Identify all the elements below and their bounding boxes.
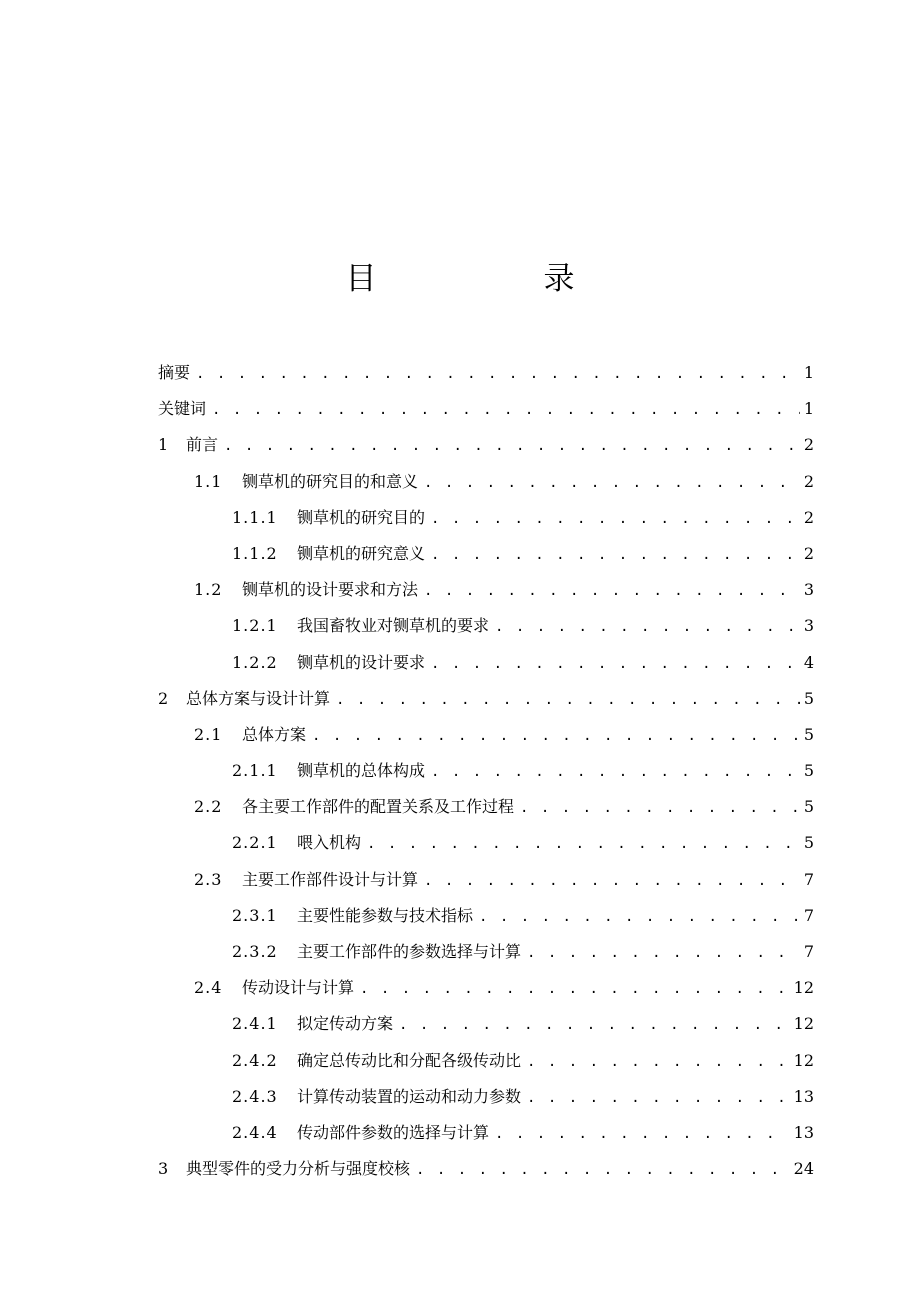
toc-entry-number: 1 xyxy=(158,435,170,455)
toc-dot-leader xyxy=(360,971,790,1007)
toc-entry-title: 铡草机的总体构成 xyxy=(297,761,426,781)
toc-dot-leader xyxy=(224,428,800,464)
toc-entry-title: 摘要 xyxy=(158,363,191,382)
toc-entry-number: 2.1 xyxy=(194,724,223,744)
toc-dot-leader xyxy=(479,899,800,935)
toc-dot-leader xyxy=(424,573,800,609)
toc-entry-title: 传动设计与计算 xyxy=(242,978,355,998)
toc-dot-leader xyxy=(495,609,800,645)
toc-dot-leader xyxy=(336,682,800,718)
toc-entry-number: 1.2 xyxy=(194,580,223,600)
toc-entry[interactable] xyxy=(158,934,814,970)
toc-entry-page-number: 12 xyxy=(793,978,814,998)
toc-entry[interactable] xyxy=(158,464,814,500)
toc-entry-page-number: 12 xyxy=(793,1014,814,1034)
toc-entry-title: 铡草机的设计要求和方法 xyxy=(242,580,419,600)
toc-entry[interactable] xyxy=(158,1115,814,1151)
toc-entry-page-number: 24 xyxy=(793,1159,814,1179)
toc-entry-page-number: 3 xyxy=(803,616,814,636)
toc-entry-title: 确定总传动比和分配各级传动比 xyxy=(297,1050,522,1070)
toc-entry[interactable] xyxy=(158,645,814,681)
toc-entry-title: 传动部件参数的选择与计算 xyxy=(297,1122,490,1142)
toc-entry-title: 喂入机构 xyxy=(297,833,362,853)
toc-dot-leader xyxy=(431,537,800,573)
toc-entry-number: 2.2.1 xyxy=(232,833,278,853)
page-title: 目 录 xyxy=(345,260,643,297)
toc-entry-page-number: 2 xyxy=(803,435,814,455)
toc-entry-number: 2.4.1 xyxy=(232,1014,278,1034)
toc-entry[interactable] xyxy=(158,862,814,898)
toc-dot-leader xyxy=(212,392,800,428)
toc-entry-title: 各主要工作部件的配置关系及工作过程 xyxy=(242,797,515,817)
toc-entry[interactable] xyxy=(158,1006,814,1042)
toc-entry-number: 1.1.1 xyxy=(232,507,278,527)
toc-entry[interactable] xyxy=(158,825,814,861)
toc-entry-page-number: 13 xyxy=(793,1086,814,1106)
toc-entry-number: 2.3.1 xyxy=(232,905,278,925)
toc-entry[interactable] xyxy=(158,717,814,753)
toc-entry[interactable] xyxy=(158,970,814,1006)
toc-entry-page-number: 7 xyxy=(803,869,814,889)
toc-entry-title: 总体方案与设计计算 xyxy=(186,688,331,708)
toc-entry[interactable] xyxy=(158,1151,814,1187)
toc-dot-leader xyxy=(520,790,800,826)
toc-entry[interactable] xyxy=(158,427,814,463)
toc-entry[interactable] xyxy=(158,500,814,536)
toc-entry-title: 铡草机的设计要求 xyxy=(297,652,426,672)
toc-entry[interactable] xyxy=(158,536,814,572)
toc-entry-title: 计算传动装置的运动和动力参数 xyxy=(297,1086,522,1106)
toc-entry-page-number: 1 xyxy=(803,363,814,382)
toc-entry-page-number: 7 xyxy=(803,942,814,961)
toc-entry-title: 主要性能参数与技术指标 xyxy=(297,905,474,925)
toc-entry-title: 总体方案 xyxy=(242,724,307,744)
toc-entry-number: 1.1.2 xyxy=(232,543,278,563)
toc-dot-leader xyxy=(527,1080,790,1116)
toc-entry-page-number: 4 xyxy=(803,652,814,672)
toc-entry-title: 我国畜牧业对铡草机的要求 xyxy=(297,616,490,636)
toc-dot-leader xyxy=(527,935,800,971)
toc-entry-number: 2.4.2 xyxy=(232,1050,278,1070)
toc-entry-page-number: 2 xyxy=(803,507,814,527)
toc-entry[interactable] xyxy=(158,753,814,789)
toc-dot-leader xyxy=(196,356,800,392)
toc-entry-title: 前言 xyxy=(186,435,219,455)
toc-dot-leader xyxy=(312,718,800,754)
toc-entry-number: 2.2 xyxy=(194,797,223,817)
toc-entry-title: 铡草机的研究目的和意义 xyxy=(242,471,419,491)
toc-entry-page-number: 5 xyxy=(803,797,814,817)
toc-dot-leader xyxy=(431,646,800,682)
toc-dot-leader xyxy=(424,863,800,899)
toc-entry-number: 2.4.4 xyxy=(232,1122,278,1142)
toc-entry[interactable] xyxy=(158,391,814,427)
toc-entry-title: 拟定传动方案 xyxy=(297,1014,394,1034)
toc-entry-page-number: 2 xyxy=(803,471,814,491)
toc-entry-page-number: 2 xyxy=(803,543,814,563)
toc-entry-number: 2.3 xyxy=(194,869,223,889)
toc-entry-number: 2.4.3 xyxy=(232,1086,278,1106)
toc-entry-page-number: 5 xyxy=(803,833,814,853)
toc-entry-number: 2 xyxy=(158,688,170,708)
toc-dot-leader xyxy=(399,1007,790,1043)
toc-entry[interactable] xyxy=(158,681,814,717)
toc-entry-title: 主要工作部件的参数选择与计算 xyxy=(297,942,522,961)
toc-dot-leader xyxy=(431,754,800,790)
toc-entry-page-number: 1 xyxy=(803,399,814,419)
toc-entry-number: 2.3.2 xyxy=(232,942,278,961)
toc-entry-number: 3 xyxy=(158,1159,170,1179)
toc-entry-page-number: 7 xyxy=(803,905,814,925)
toc-entry-page-number: 5 xyxy=(803,724,814,744)
toc-entry[interactable] xyxy=(158,608,814,644)
toc-entry-title: 关键词 xyxy=(158,399,207,419)
toc-dot-leader xyxy=(527,1044,790,1080)
toc-entry-number: 2.4 xyxy=(194,978,223,998)
toc-entry[interactable] xyxy=(158,355,814,391)
toc-entry[interactable] xyxy=(158,789,814,825)
table-of-contents xyxy=(158,355,814,1187)
toc-entry-number: 1.2.2 xyxy=(232,652,278,672)
toc-entry-page-number: 13 xyxy=(793,1122,814,1142)
toc-entry-title: 典型零件的受力分析与强度校核 xyxy=(186,1159,411,1179)
toc-dot-leader xyxy=(367,826,800,862)
toc-entry[interactable] xyxy=(158,898,814,934)
toc-entry-title: 铡草机的研究目的 xyxy=(297,507,426,527)
toc-entry-page-number: 3 xyxy=(803,580,814,600)
toc-dot-leader xyxy=(431,501,800,537)
toc-dot-leader xyxy=(495,1116,790,1152)
toc-dot-leader xyxy=(416,1152,790,1188)
toc-entry-page-number: 12 xyxy=(793,1050,814,1070)
toc-entry[interactable] xyxy=(158,1079,814,1115)
toc-entry-number: 1.2.1 xyxy=(232,616,278,636)
toc-entry-page-number: 5 xyxy=(803,761,814,781)
toc-entry-page-number: 5 xyxy=(803,688,814,708)
toc-dot-leader xyxy=(424,465,800,501)
toc-entry[interactable] xyxy=(158,1043,814,1079)
toc-entry-title: 铡草机的研究意义 xyxy=(297,543,426,563)
toc-entry[interactable] xyxy=(158,572,814,608)
toc-entry-number: 1.1 xyxy=(194,471,223,491)
toc-entry-number: 2.1.1 xyxy=(232,761,278,781)
toc-entry-title: 主要工作部件设计与计算 xyxy=(242,869,419,889)
